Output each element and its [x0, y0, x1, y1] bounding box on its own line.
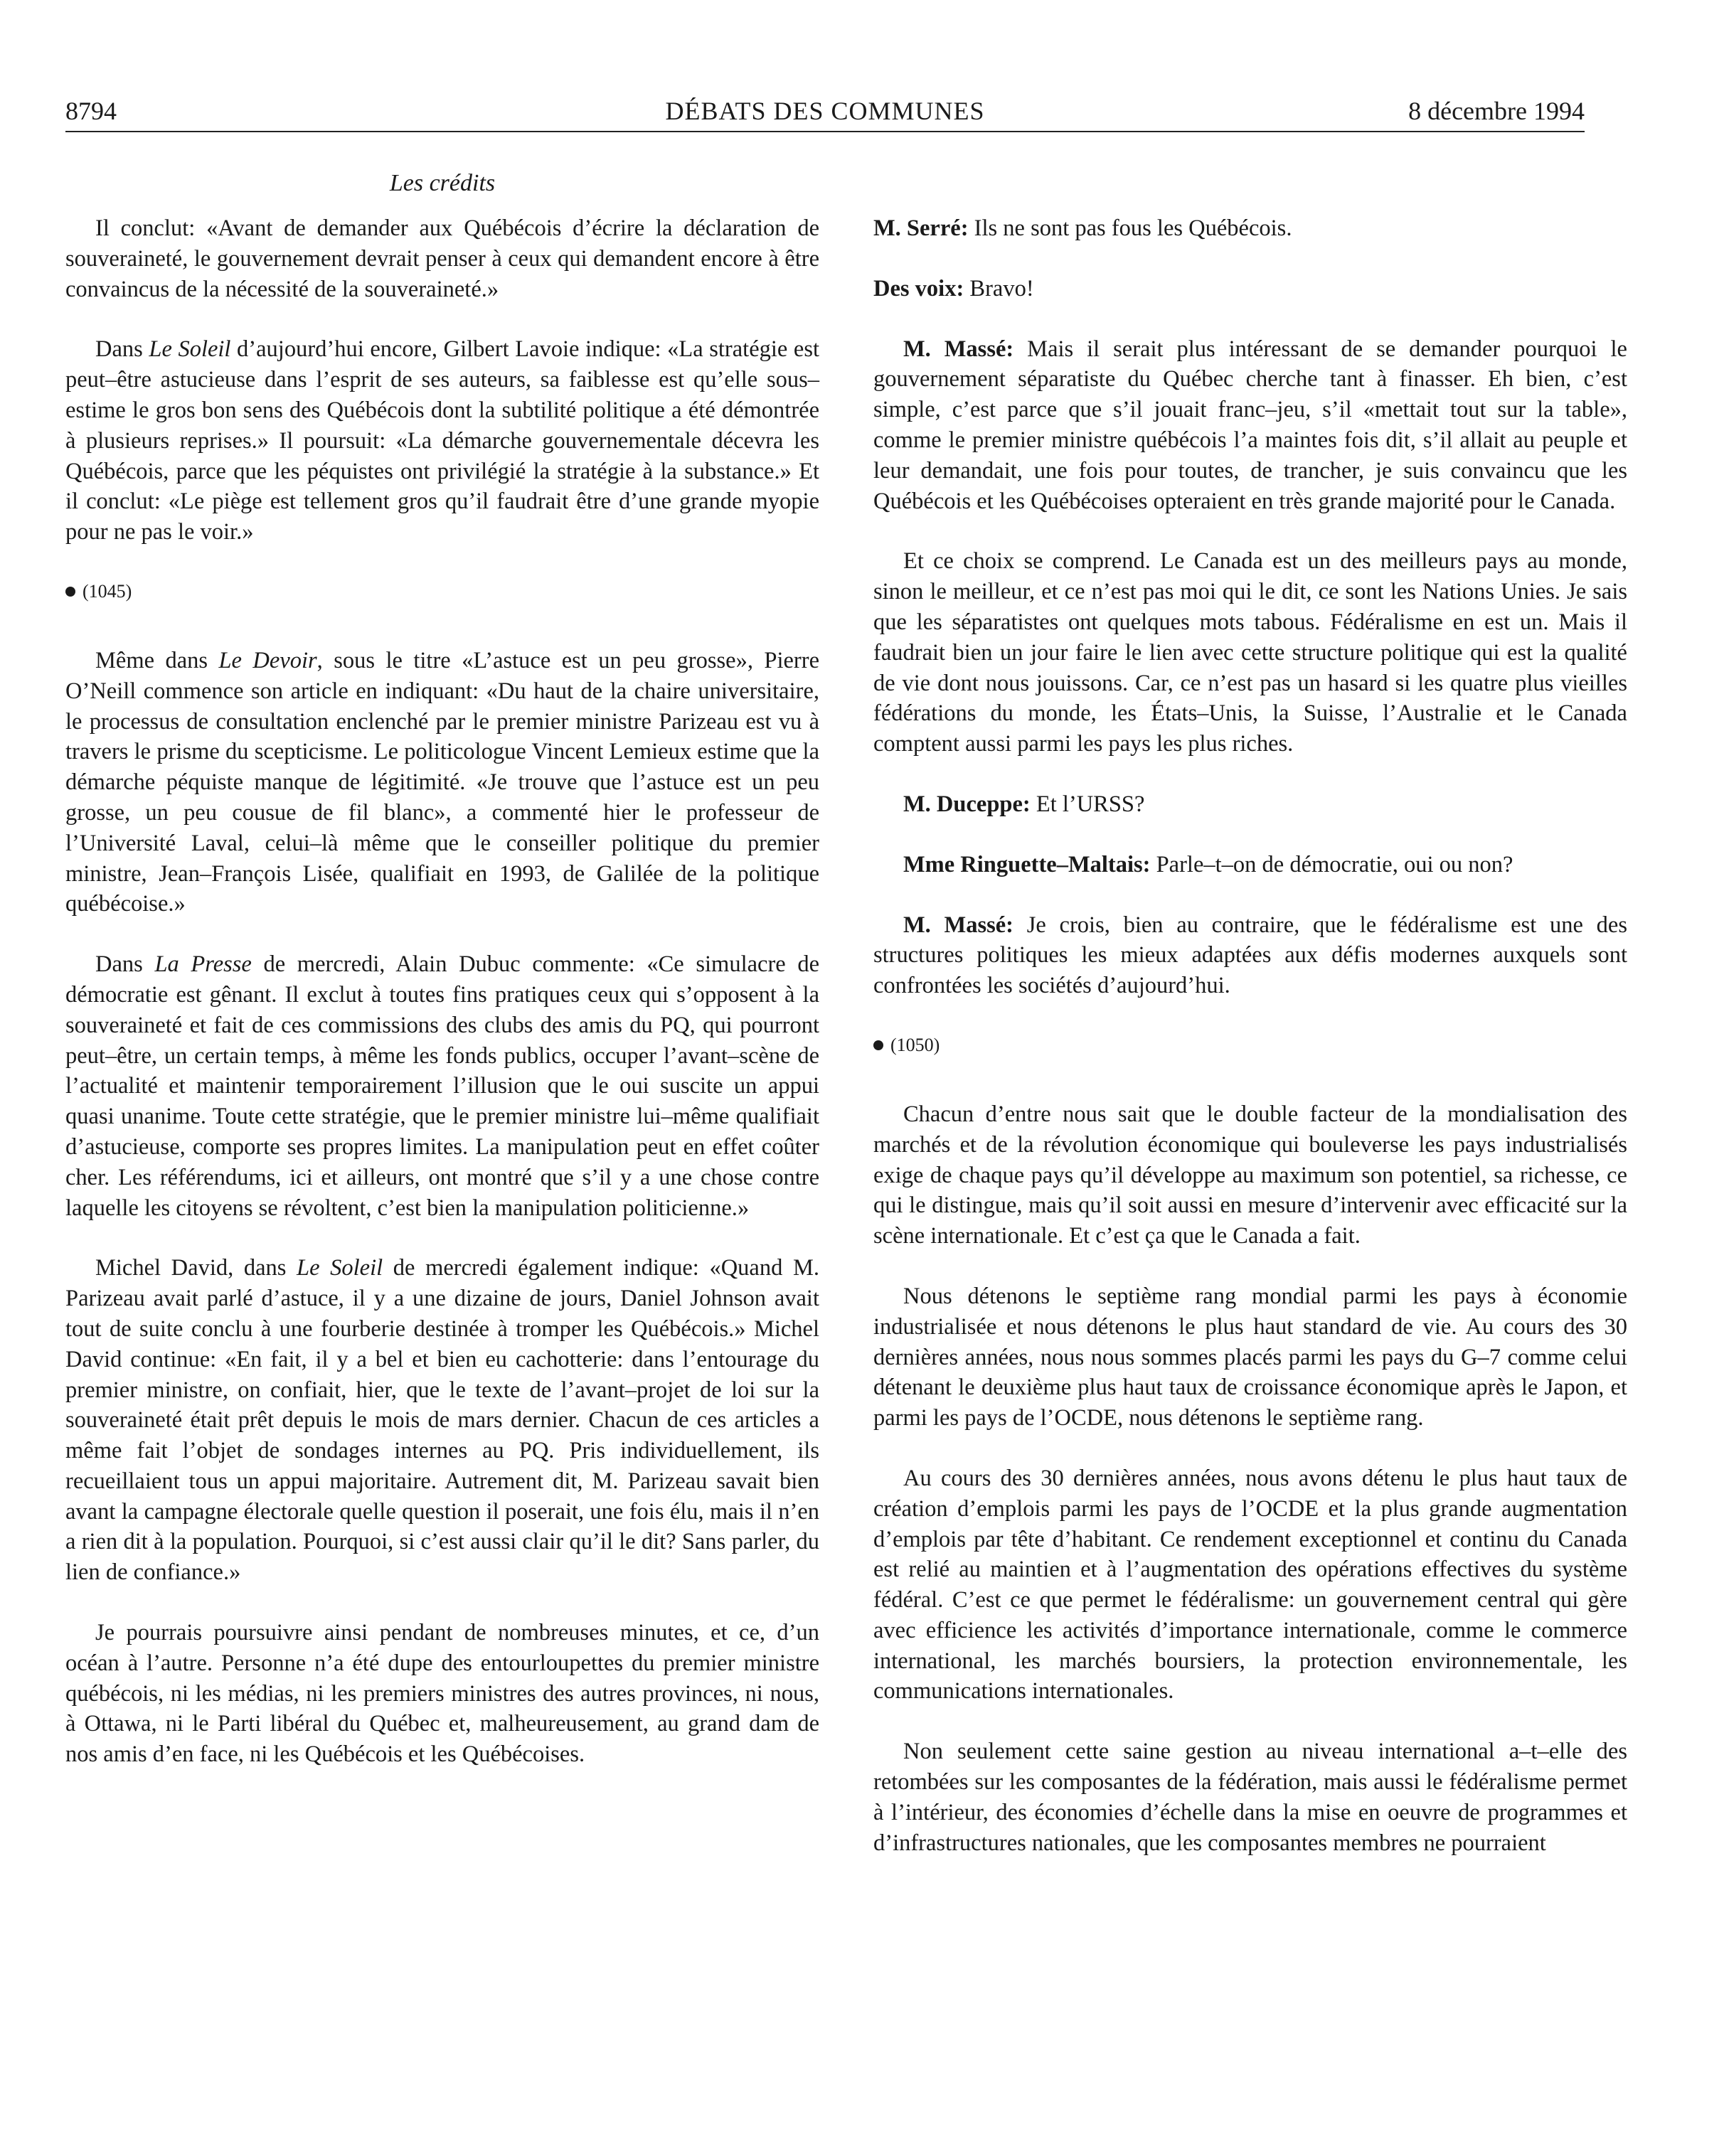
speaker-name: M. Duceppe:: [903, 791, 1031, 817]
newspaper-name: Le Soleil: [149, 336, 231, 363]
time-marker: (1050): [873, 1031, 1627, 1060]
speaker-name: M. Massé:: [903, 336, 1014, 362]
bullet-icon: [873, 1040, 883, 1050]
speech: M. Serré: Ils ne sont pas fous les Québécois.: [873, 215, 1292, 241]
publication-title: DÉBATS DES COMMUNES: [665, 97, 985, 125]
paragraph: Chacun d’entre nous sait que le double facteur de la mondialisation des marchés et de la révolution économique qui bouleverse les pays industrialisés exige de chaque pays qu’il développe au maximum son potentiel, sa richesse, ce qui le distingue, mais qu’il soit aussi en mesure d’intervenir avec efficacité sur la scène internationale. Et c’est ça que le Canada a fait.: [873, 1101, 1627, 1249]
paragraph: Michel David, dans Le Soleil de mercredi également indique: «Quand M. Parizeau avait parlé d’astuce, il y a une dizaine de jours, Daniel Johnson avait tout de suite conclu à une fourberie destinée à tromper les Québécois.» Michel David continue: «En fait, il y a bel et bien eu cachotterie: dans l’entourage du premier ministre, on confiait, hier, que le texte de l’avant–projet de loi sur la souveraineté était prêt depuis le mois de mars dernier. Chacun de ces articles a même fait l’objet de sondages internes au PQ. Pris individuellement, ils recueillaient tous un appui majoritaire. Autrement dit, M. Parizeau savait bien avant la campagne électorale quelle question il poserait, une fois élu, mais il n’en a rien dit à la population. Pourquoi, si c’est aussi clair qu’il le dit? Sans parler, du lien de confiance.»: [65, 1255, 819, 1586]
publication-date: 8 décembre 1994: [1408, 97, 1585, 125]
paragraph: Dans Le Soleil d’aujourd’hui encore, Gilbert Lavoie indique: «La stratégie est peut–être astucieuse dans l’esprit de ses auteurs, sa faiblesse est qu’elle sous–estime le gros bon sens des Québécois dont la subtilité politique a été démontrée à plusieurs reprises.» Il poursuit: «La démarche gouvernementale décevra les Québécois, parce que les péquistes ont privilégié la stratégie à la substance.» Et il conclut: «Le piège est tellement gros qu’il faudrait être d’une grande myopie pour ne pas le voir.»: [65, 336, 819, 545]
page-number: 8794: [65, 97, 117, 125]
paragraph: Au cours des 30 dernières années, nous avons détenu le plus haut taux de création d’emplois parmi les pays de l’OCDE et la plus grande augmentation d’emplois par tête d’habitant. Ce rendement exceptionnel et continu du Canada est relié au maintien et à l’augmentation des opérations effectives du système fédéral. C’est ce que permet le fédéralisme: un gouvernement central qui gère avec efficience les activités d’importance internationale, comme le commerce international, les marchés boursiers, la protection environnementale, les communications internationales.: [873, 1465, 1627, 1704]
newspaper-name: La Presse: [154, 951, 252, 978]
speaker-name: Mme Ringuette–Maltais:: [903, 851, 1151, 877]
newspaper-name: Le Devoir: [218, 647, 317, 673]
speaker-name: M. Massé:: [903, 912, 1014, 938]
speech: M. Massé: Je crois, bien au contraire, que le fédéralisme est une des structures politiques les mieux adaptées aux défis modernes auxquels sont confrontées les sociétés d’aujourd’hui.: [873, 912, 1627, 999]
paragraph: Même dans Le Devoir, sous le titre «L’astuce est un peu grosse», Pierre O’Neill commence son article en indiquant: «Du haut de la chaire universitaire, le processus de consultation enclenché par le premier ministre Parizeau est vu à travers le prisme du scepticisme. Le politicologue Vincent Lemieux estime que la démarche péquiste manque de légitimité. «Je trouve que l’astuce est un peu grosse, un peu cousue de fil blanc», a commenté hier le professeur de l’Université Laval, celui–là même que le conseiller politique du premier ministre, Jean–François Lisée, qualifiait en 1993, de Galilée de la politique québécoise.»: [65, 647, 819, 917]
left-column: [65, 213, 819, 1800]
speech: Des voix: Bravo!: [873, 275, 1034, 301]
paragraph: Dans La Presse de mercredi, Alain Dubuc commente: «Ce simulacre de démocratie est gênant. Il exclut à toutes fins pratiques ceux qui s’opposent à la souveraineté et fait de ces commissions des clubs des amis du PQ, qui pourront peut–être, un certain temps, à même les fonds publics, occuper l’avant–scène de l’actualité et maintenir temporairement l’illusion que le oui suscite un appui quasi unanime. Toute cette stratégie, que le premier ministre lui–même qualifiait d’astucieuse, comporte ses propres limites. La manipulation peut en effet coûter cher. Les référendums, ici et ailleurs, ont montré que s’il y a une chose contre laquelle les citoyens se révoltent, c’est bien la manipulation politicienne.»: [65, 951, 820, 1221]
newspaper-name: Le Soleil: [297, 1255, 383, 1281]
bullet-icon: [65, 587, 75, 597]
paragraph: Non seulement cette saine gestion au niveau international a–t–elle des retombées sur les composantes de la fédération, mais aussi le fédéralisme permet à l’intérieur, des économies d’échelle dans la mise en oeuvre de programmes et d’infrastructures nationales, que les composantes membres ne pourraient: [873, 1739, 1627, 1856]
speaker-name: M. Serré:: [873, 215, 969, 241]
speech: M. Massé: Mais il serait plus intéressant de se demander pourquoi le gouvernement séparatiste du Québec cherche tant à finasser. Eh bien, c’est simple, c’est parce que s’il jouait franc–jeu, s’il «mettait tout sur la table», comme le premier ministre québécois l’a maintes fois dit, s’il allait au peuple et leur demandait, une fois pour toutes, de trancher, je suis convaincu que les Québécois et les Québécoises opteraient en très grande majorité pour le Canada.: [873, 336, 1627, 514]
page-header: [65, 91, 1585, 132]
paragraph: Nous détenons le septième rang mondial parmi les pays à économie industrialisée et nous détenons le plus haut standard de vie. Au cours des 30 dernières années, nous nous sommes placés parmi les pays du G–7 comme celui détenant le deuxième plus haut taux de croissance économique après le Japon, et parmi les pays de l’OCDE, nous détenons le septième rang.: [873, 1283, 1627, 1431]
speech: M. Duceppe: Et l’URSS?: [903, 791, 1145, 817]
time-marker: (1045): [65, 577, 819, 606]
paragraph: Je pourrais poursuivre ainsi pendant de nombreuses minutes, et ce, d’un océan à l’autre. Personne n’a été dupe des entourloupettes du premier ministre québécois, ni les médias, ni les premiers ministres des autres provinces, ni nous, à Ottawa, ni le Parti libéral du Québec et, malheureusement, au grand dam de nos amis d’en face, ni les Québécois et les Québécoises.: [65, 1620, 819, 1768]
speaker-name: Des voix:: [873, 275, 964, 301]
right-column: [873, 213, 1627, 1888]
section-title: Les crédits: [389, 170, 496, 196]
paragraph: Il conclut: «Avant de demander aux Québécois d’écrire la déclaration de souveraineté, le gouvernement devrait penser à ceux qui demandent encore à être convaincus de la nécessité de la souveraineté.»: [65, 215, 819, 302]
speech: Mme Ringuette–Maltais: Parle–t–on de démocratie, oui ou non?: [903, 851, 1513, 877]
paragraph: Et ce choix se comprend. Le Canada est un des meilleurs pays au monde, sinon le meilleur, et ce n’est pas moi qui le dit, ce sont les Nations Unies. Je sais que les séparatistes ont quelques mots tabous. Fédéralisme en est un. Mais il faudrait bien un jour faire le lien avec cette structure politique qui est la qualité de vie dont nous jouissons. Car, ce n’est pas un hasard si les quatre plus vieilles fédérations du monde, les États–Unis, la Suisse, l’Australie et le Canada comptent aussi parmi les pays les plus riches.: [873, 548, 1627, 757]
